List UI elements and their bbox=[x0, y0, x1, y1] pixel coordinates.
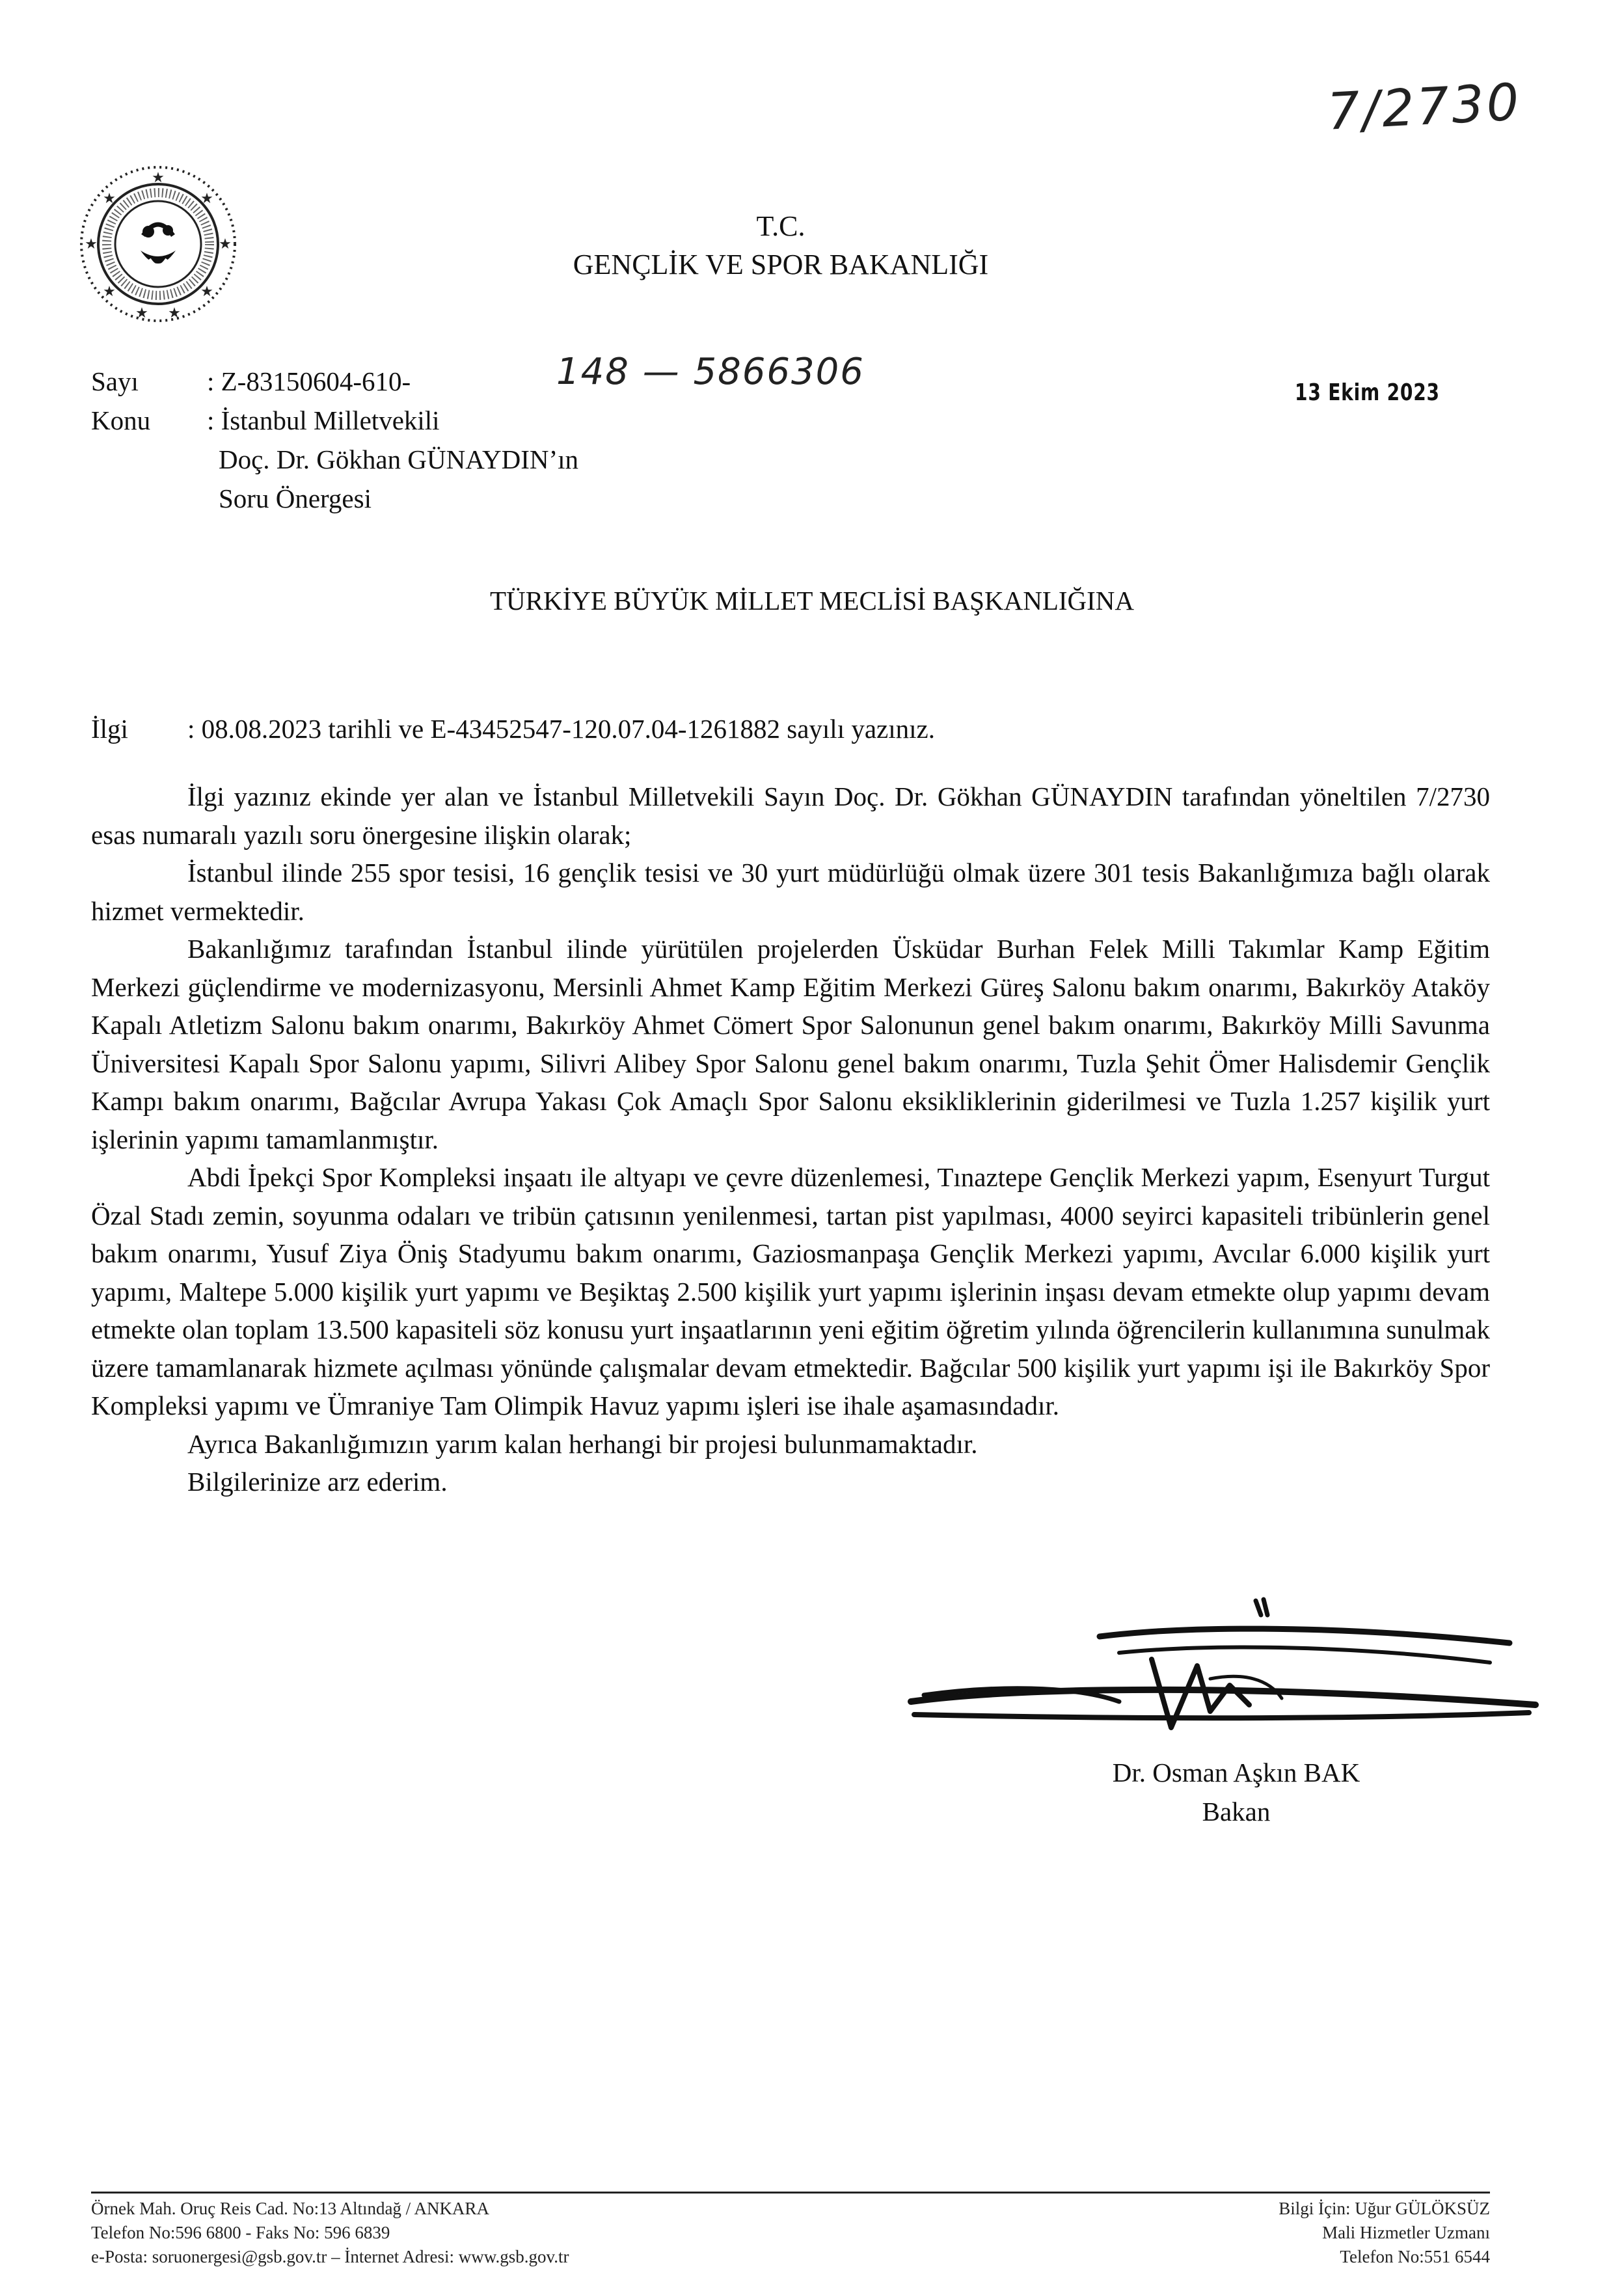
svg-text:★: ★ bbox=[168, 305, 181, 321]
footer-contact bbox=[91, 2197, 569, 2269]
footer-info-phone: Telefon No:551 6544 bbox=[1340, 2247, 1490, 2266]
svg-text:★: ★ bbox=[103, 284, 116, 300]
svg-text:★: ★ bbox=[200, 284, 213, 300]
footer-address: Örnek Mah. Oruç Reis Cad. No:13 Altındağ / ANKARA bbox=[91, 2199, 489, 2218]
signatory-title: Bakan bbox=[1202, 1797, 1271, 1827]
signature-scribble bbox=[904, 1588, 1555, 1750]
ilgi-label: İlgi bbox=[91, 714, 128, 744]
ilgi-text: : 08.08.2023 tarihli ve E-43452547-120.07.04-1261882 sayılı yazınız. bbox=[187, 714, 935, 744]
meta-block bbox=[91, 351, 1262, 518]
header-line-tc: T.C. bbox=[756, 210, 805, 242]
footer-info-contact bbox=[1002, 2197, 1490, 2269]
paragraph-closing: Bilgilerinize arz ederim. bbox=[187, 1467, 448, 1497]
konu-label: Konu bbox=[91, 405, 151, 435]
svg-text:★: ★ bbox=[152, 170, 165, 186]
svg-text:★: ★ bbox=[200, 191, 213, 207]
signatory-name: Dr. Osman Aşkın BAK bbox=[1112, 1758, 1360, 1787]
sayi-label: Sayı bbox=[91, 366, 139, 396]
svg-text:★: ★ bbox=[135, 305, 148, 321]
konu-line-2: Doç. Dr. Gökhan GÜNAYDIN’ın bbox=[219, 444, 579, 474]
letter-body bbox=[91, 778, 1490, 1501]
paragraph-intro: İlgi yazınız ekinde yer alan ve İstanbul Milletvekili Sayın Doç. Dr. Gökhan GÜNAYDIN tarafından yöneltilen 7/2730 esas numaralı yazılı soru önergesine ilişkin olarak; bbox=[91, 781, 1490, 850]
svg-text:★: ★ bbox=[103, 191, 116, 207]
addressee: TÜRKİYE BÜYÜK MİLLET MECLİSİ BAŞKANLIĞINA bbox=[489, 586, 1134, 616]
sayi-value: : Z-83150604-610- bbox=[207, 366, 411, 396]
ministry-seal-icon bbox=[77, 163, 239, 325]
handwritten-reference: 7/2730 bbox=[1325, 73, 1523, 142]
footer-info-person: Bilgi İçin: Uğur GÜLÖKSÜZ bbox=[1279, 2199, 1490, 2218]
svg-text:★: ★ bbox=[85, 236, 98, 252]
konu-line-1: : İstanbul Milletvekili bbox=[207, 405, 440, 435]
konu-line-3: Soru Önergesi bbox=[219, 483, 372, 513]
svg-text:★: ★ bbox=[219, 236, 232, 252]
paragraph-ongoing-projects: Abdi İpekçi Spor Kompleksi inşaatı ile altyapı ve çevre düzenlemesi, Tınaztepe Gençlik Merkezi yapım, Esenyurt Turgut Özal Stadı zemin, soyunma odaları ve tribün çatısının yenilenmesi, tartan pist yapılması, 4000 seyirci kapasiteli tribünlerin genel bakım onarımı, Yusuf Ziya Öniş Stadyumu bakım onarımı, Gaziosmanpaşa Gençlik Merkezi yapımı, Avcılar 6.000 kişilik yurt yapımı, Maltepe 5.000 kişilik yurt yapımı ve Beşiktaş 2.500 kişilik yurt yapımı işlerinin inşası devam etmekte olup yapımı devam etmekte olan toplam 13.500 kapasiteli söz konusu yurt inşaatlarının yeni eğitim öğretim yılında öğrencilerin kullanımına sunulmak üzere tamamlanarak hizmete açılması yönünde çalışmalar devam etmektedir. Bağcılar 500 kişilik yurt yapımı işi ile Bakırköy Spor Kompleksi yapımı ve Ümraniye Tam Olimpik Havuz yapımı işleri ise ihale aşamasındadır. bbox=[91, 1162, 1490, 1420]
footer-phone: Telefon No:596 6800 - Faks No: 596 6839 bbox=[91, 2223, 390, 2242]
footer-email: e-Posta: soruonergesi@gsb.gov.tr – İnternet Adresi: www.gsb.gov.tr bbox=[91, 2247, 569, 2266]
paragraph-unfinished: Ayrıca Bakanlığımızın yarım kalan herhangi bir projesi bulunmamaktadır. bbox=[187, 1428, 978, 1459]
paragraph-completed-projects: Bakanlığımız tarafından İstanbul ilinde yürütülen projelerden Üsküdar Burhan Felek Milli Takımlar Kamp Eğitim Merkezi güçlendirme ve modernizasyonu, Mersinli Ahmet Kamp Eğitim Merkezi Güreş Salonu bakım onarımı, Bakırköy Ataköy Kapalı Atletizm Salonu bakım onarımı, Bakırköy Ahmet Cömert Spor Salonunun genel bakım onarımı, Bakırköy Milli Savunma Üniversitesi Kapalı Spor Salonu yapımı, Silivri Alibey Spor Salonu genel bakım onarımı, Tuzla Şehit Ömer Halisdemir Gençlik Kampı bakım onarımı, Bağcılar Avrupa Yakası Çok Amaçlı Spor Salonu eksikliklerinin giderilmesi ve Tuzla 1.257 kişilik yurt işlerinin yapımı tamamlanmıştır. bbox=[91, 934, 1490, 1154]
date-stamp: 13 Ekim 2023 bbox=[1295, 379, 1440, 406]
footer-divider bbox=[91, 2192, 1490, 2194]
paragraph-facilities: İstanbul ilinde 255 spor tesisi, 16 gençlik tesisi ve 30 yurt müdürlüğü olmak üzere 301 tesis Bakanlığımıza bağlı olarak hizmet vermektedir. bbox=[91, 858, 1490, 926]
header-ministry-name: GENÇLİK VE SPOR BAKANLIĞI bbox=[573, 249, 989, 280]
sayi-handwritten-number: 148 — 5866306 bbox=[556, 351, 865, 393]
footer-info-role: Mali Hizmetler Uzmanı bbox=[1322, 2223, 1490, 2242]
